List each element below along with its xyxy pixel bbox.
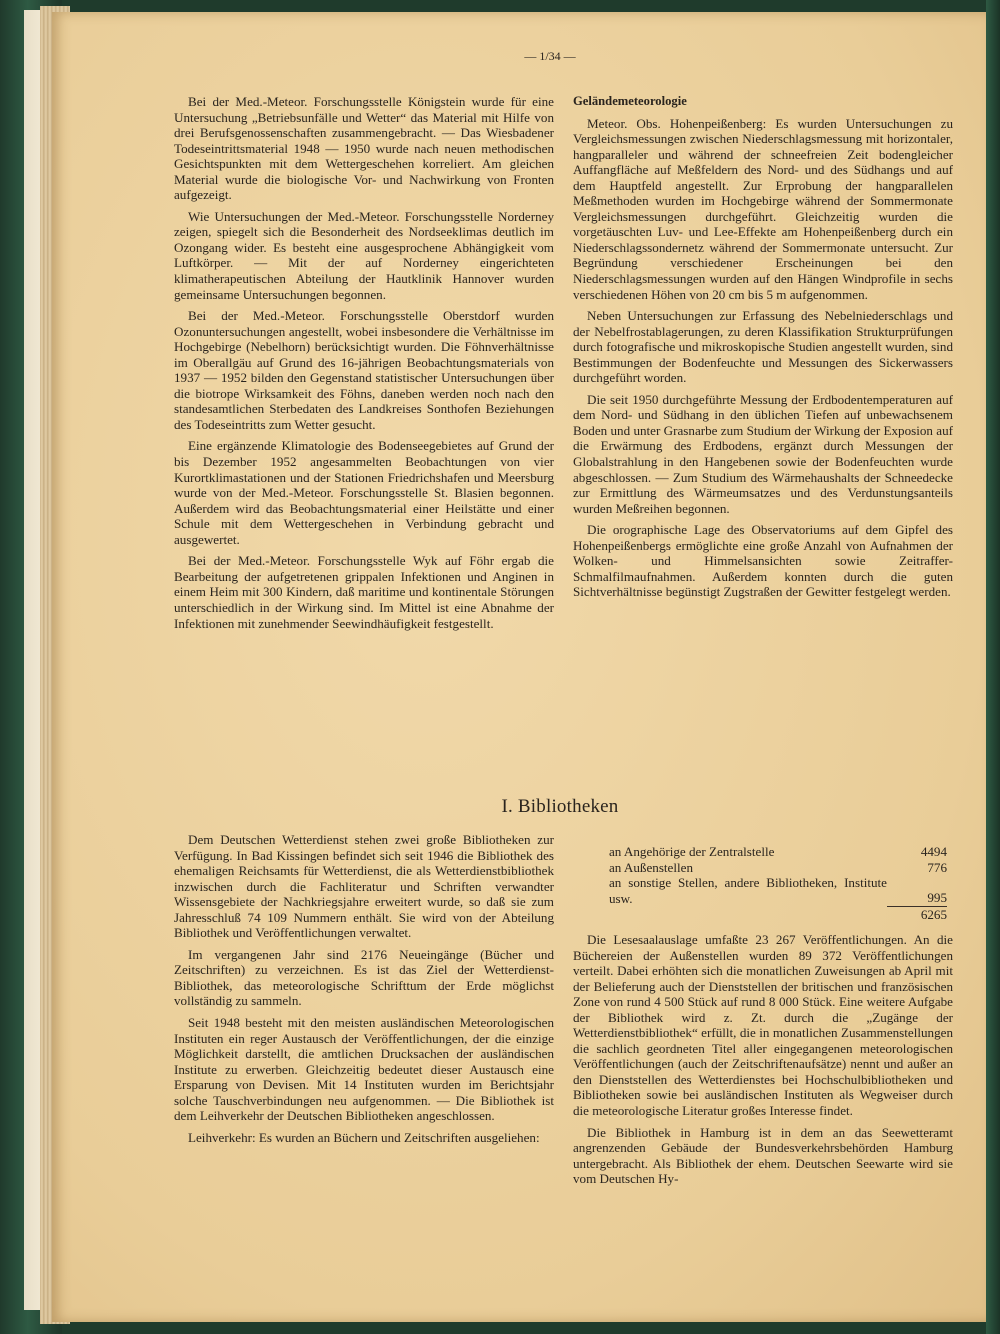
table-row (609, 844, 947, 860)
row-label: an Angehörige der Zentralstelle (609, 844, 775, 859)
table-total-row (609, 906, 947, 922)
paragraph: Bei der Med.-Meteor. Forschungsstelle Oberstdorf wurden Ozonuntersuchungen angestellt, wobei insbesondere die Verhältnisse im Hochgebirge (Nebelhorn) berücksichtigt wurden. Die Föhnverhältnisse im Oberallgäu auf Grund des 16-jährigen Beobachtungsmaterials von 1937 — 1952 bilden den Gegenstand statistischer Untersuchungen über die biotrope Wirksamkeit des Föhns, daneben werden noch nach den standesamtlichen Sterbedaten des Landkreises Sonthofen Beziehungen des Todeseintritts zum Wetter gesucht. (174, 308, 554, 432)
row-value: 995 (927, 890, 947, 905)
section-title: I. Bibliotheken (501, 796, 619, 817)
paragraph: Eine ergänzende Klimatologie des Bodenseegebietes auf Grund der bis Dezember 1952 angesammelten Beobachtungen von vier Kurortklimastationen und der Stationen Friedrichshafen und Meersburg wurde von der Med.-Meteor. Forschungsstelle St. Blasien begonnen. Außerdem wird das Beobachtungsmaterial einer Heilstätte und einer Schule mit dem Wettergeschehen in Verbindung gebracht und ausgewertet. (174, 438, 554, 547)
paragraph: Die Lesesaalauslage umfaßte 23 267 Veröffentlichungen. An die Büchereien der Außenstellen wurden 89 372 Veröffentlichungen verteilt. Dabei erhöhten sich die monatlichen Zuweisungen ab April mit der Belieferung auch der Dienststellen der britischen und französischen Zone von rund 4 500 Stück auf rund 8 000 Stück. Eine weitere Aufgabe der Bibliothek wird z. Zt. durch die „Zugänge der Wetterdienstbibliothek“ erfüllt, die in monatlichen Zusammenstellungen die sachlich geordneten Titel aller eingegangenen meteorologischen Veröffentlichungen (auch der Zeitschriftenaufsätze) nennt und außer an den Dienststellen des Wetterdienstes bei Hochschulbibliotheken und Bibliotheken sowie bei ausländischen Instituten als Wegweiser durch die meteorologische Literatur großes Interesse findet. (573, 932, 953, 1119)
table-row (609, 875, 947, 906)
paragraph: Bei der Med.-Meteor. Forschungsstelle Wyk auf Föhr ergab die Bearbeitung der aufgetretenen grippalen Infektionen und Anginen in einem Heim mit 300 Kindern, daß maritime und kontinentale Störungen unterschiedlich in der Wirkung sind. Im Mittel ist eine Abnahme der Infektionen mit zunehmender Seewindhäufigkeit festgestellt. (174, 553, 554, 631)
paragraph: Die orographische Lage des Observatoriums auf dem Gipfel des Hohenpeißenbergs ermöglichte eine große Anzahl von Aufnahmen der Wolken- und Himmelsansichten sowie Zeitraffer-Schmalfilmaufnahmen. Außerdem konnten durch die guten Sichtverhältnisse begünstigt Zugstraßen der Gewitter festgelegt werden. (573, 522, 953, 600)
right-column-bottom (573, 844, 953, 1193)
right-cover-edge (986, 0, 1000, 1334)
page-number: — 1/34 — (524, 49, 576, 63)
paragraph: Die Bibliothek in Hamburg ist in dem an das Seewetteramt angrenzenden Gebäude der Bundesverkehrsbehörden Hamburg untergebracht. Als Bibliothek der ehem. Deutschen Seewarte wird sie vom Deutschen Hy- (573, 1124, 953, 1187)
paragraph: Die seit 1950 durchgeführte Messung der Erdbodentemperaturen auf dem Nord- und Südhang in den üblichen Tiefen auf unbewachsenem Boden und unter Grasnarbe zum Studium der Wirkung der Exposion auf die Erwärmung des Erdbodens, ergänzt durch Messungen der Globalstrahlung in den Hangebenen sowie der Bodenfeuchten wurde abgeschlossen. — Zum Studium des Wärmehaushalts der Schneedecke zur Ermittlung des Wärmeumsatzes und des Verdunstungsanteils wurden Meßreihen begonnen. (573, 391, 953, 516)
row-value: 776 (927, 859, 947, 875)
paragraph: Bei der Med.-Meteor. Forschungsstelle Königstein wurde für eine Untersuchung „Betriebsunfälle und Wetter“ das Material mit Hilfe von drei Berufsgenossenschaften zusammengebracht. — Das Wiesbadener Todeseintrittsmaterial 1948 — 1950 wurde nach neuen methodischen Gesichtspunkten mit dem Wettergeschehen korreliert. Am gleichen Material wurde die biologische Vor- und Nachwirkung von Fronten aufgezeigt. (174, 94, 554, 203)
left-column-bottom (174, 832, 554, 1151)
paragraph: Wie Untersuchungen der Med.-Meteor. Forschungsstelle Norderney zeigen, spiegelt sich die Besonderheit des Nordseeklimas deutlich im Ozongang wider. Es besteht eine ausgesprochene Abhängigkeit vom Luftkörper. — Mit der auf Norderney eingerichteten klimatherapeutischen Abteilung der Hautklinik Hannover wurden gemeinsame Untersuchungen begonnen. (174, 208, 554, 302)
total-value: 6265 (887, 906, 947, 922)
table-row (609, 860, 947, 876)
paragraph: Neben Untersuchungen zur Erfassung des Nebelniederschlags und der Nebelfrostablagerungen, zu deren Klassifikation Strukturprüfungen durch fotografische und mikroskopische Studien angestellt wurden, sind Bestimmungen der Bodenfeuchte und Messungen des Sickerwassers durchgeführt worden. (573, 308, 953, 386)
paragraph: Seit 1948 besteht mit den meisten ausländischen Meteorologischen Instituten ein reger Austausch der Veröffentlichungen, der die einzige Möglichkeit darstellt, die amtlichen Drucksachen der ausländischen Institute zu erwerben. Gleichzeitig bedeutet dieser Austausch eine Ersparung von Devisen. Mit 14 Instituten wurden im Berichtsjahr solche Tauschverbindungen neu aufgenommen. — Die Bibliothek ist dem Leihverkehr der Deutschen Bibliotheken angeschlossen. (174, 1015, 554, 1124)
paragraph: Im vergangenen Jahr sind 2176 Neueingänge (Bücher und Zeitschriften) zu verzeichnen. Es ist das Ziel der Wetterdienst-Bibliothek, das meteorologische Schrifttum der Erde möglichst vollständig zu sammeln. (174, 946, 554, 1009)
row-value: 4494 (920, 844, 947, 859)
loans-table (609, 844, 947, 922)
row-label: an sonstige Stellen, andere Bibliotheken, Institute usw. (609, 875, 887, 906)
subsection-heading: Geländemeteorologie (573, 94, 687, 108)
paragraph: Dem Deutschen Wetterdienst stehen zwei große Bibliotheken zur Verfügung. In Bad Kissingen befindet sich seit 1946 die Bibliothek des ehemaligen Reichsamts für Wetterdienst, die als Wetterdienstbibliothek inzwischen durch die Fachliteratur und Schriften verwandter Wissensgebiete der Nachkriegsjahre erweitert wurde, so daß sie zum Jahresschluß 74 109 Nummern enthält. Sie wird von der Abteilung Bibliothek und Veröffentlichungen verwaltet. (174, 832, 554, 941)
row-label: an Außenstellen (609, 859, 693, 875)
left-column-top (174, 94, 554, 637)
paragraph: Meteor. Obs. Hohenpeißenberg: Es wurden Untersuchungen zu Vergleichsmessungen zwischen Niederschlagsmessung mit horizontaler, hangparalleler und während der schneefreien Zeit bodengleicher Auffangfläche auf Meßfeldern des Nord- und des Südhangs und auf dem Hauptfeld angestellt. Zur Erprobung der hangparallelen Meßmethoden wurden im Hochgebirge während der Sommermonate Vergleichsmessungen durchgeführt. Gleichzeitig wurden die vorgetäuschten Luv- und Lee-Effekte am Hohenpeißenberg durch ein Niederschlagssondernetz während der Sommermonate untersucht. Zur Begründung verschiedener Erscheinungen bei den Niederschlagsmessungen wurden auf den Hängen Windprofile in sechs verschiedenen Höhen von 20 cm bis 5 m aufgenommen. (573, 115, 953, 302)
paragraph: Leihverkehr: Es wurden an Büchern und Zeitschriften ausgeliehen: (188, 1129, 540, 1145)
right-column-top (573, 94, 953, 606)
